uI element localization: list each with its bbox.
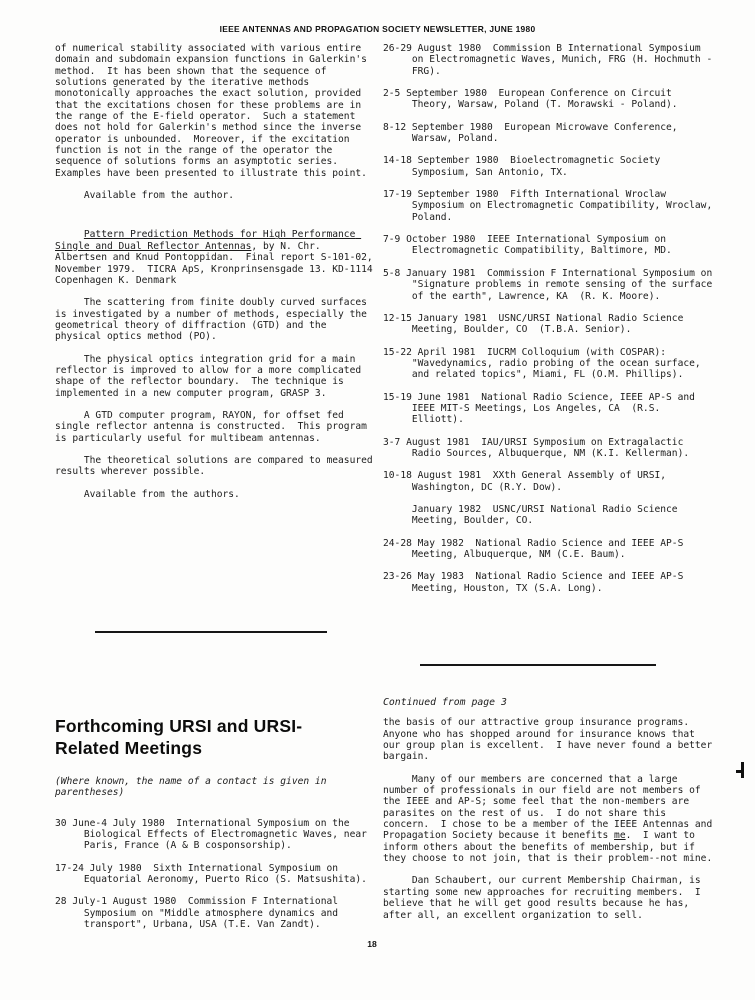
- page-header: IEEE ANTENNAS AND PROPAGATION SOCIETY NEWSLETTER, JUNE 1980: [219, 24, 536, 34]
- meeting-item: 28 July-1 August 1980 Commission F International Symposium on "Middle atmosphere dynamics and transport", Urbana, USA (T.E. Van Zandt).: [55, 896, 344, 931]
- article-paragraph: of numerical stability associated with various entire domain and subdomain expansion functions in Galerkin's method. It has been shown that the sequence of solutions generated by the iterative methods monotonically approaches the exact solution, provided that the excitations chosen for these problems are in the range of the E-field operator. Such a statement does not hold for Galerkin's method since the inverse operator is unbounded. Moreover, if the excitation function is not in the range of the operator the sequence of solutions forms an asymptotic series. Examples have been presented to illustrate this point.: [55, 43, 373, 179]
- paragraph-text: . I want to inform others about the benefits of membership, but if they choose to not join, that is their problem--not mine.: [383, 830, 713, 865]
- section-divider: [95, 631, 327, 633]
- availability-note: Available from the author.: [83, 190, 235, 202]
- article-paragraph: the basis of our attractive group insurance programs. Anyone who has shopped around for insurance knows that our group plan is excellent. I have never found a better bargain.: [383, 717, 719, 763]
- meeting-item: 23-26 May 1983 National Radio Science and IEEE AP-S Meeting, Houston, TX (S.A. Long).: [383, 571, 690, 594]
- meeting-item: 12-15 January 1981 USNC/URSI National Radio Science Meeting, Boulder, CO (T.B.A. Senior).: [383, 312, 690, 336]
- meeting-item: 10-18 August 1981 XXth General Assembly of URSI, Washington, DC (R.Y. Dow).: [383, 470, 672, 493]
- article-paragraph: The scattering from finite doubly curved surfaces is investigated by a number of methods, especially the geometrical theory of diffraction (GTD) and the physical optics method (PO).: [55, 297, 373, 343]
- forthcoming-section: [55, 716, 377, 930]
- section-heading: Forthcoming URSI and URSI-Related Meetings: [55, 716, 303, 758]
- report-citation: [55, 229, 377, 286]
- report-title: Pattern Prediction Methods for High Performance Single and Dual Reflector Antennas: [55, 229, 362, 252]
- meeting-item: 3-7 August 1981 IAU/URSI Symposium on Extragalactic Radio Sources, Albuquerque, NM (K.I. Kellerman).: [383, 436, 690, 459]
- meeting-item: 14-18 September 1980 Bioelectromagnetic Society Symposium, San Antonio, TX.: [383, 155, 667, 178]
- emphasized-word: me: [614, 830, 626, 842]
- meeting-item: 17-19 September 1980 Fifth International Wroclaw Symposium on Electromagnetic Compatibility, Wroclaw, Poland.: [383, 189, 719, 223]
- right-column: [383, 43, 719, 594]
- meeting-item: 15-19 June 1981 National Radio Science, IEEE AP-S and IEEE MIT-S Meetings, Los Angeles, CA (R.S. Elliott).: [383, 391, 701, 426]
- article-paragraph: The theoretical solutions are compared to measured results wherever possible.: [55, 454, 379, 478]
- availability-note: Available from the authors.: [83, 488, 240, 500]
- continued-from-label: Continued from page 3: [383, 697, 507, 708]
- article-paragraph: [383, 773, 719, 865]
- report-authors: , by N. Chr. Albertsen and Knud Pontoppidan. Final report S-101-02, November 1979. TICRA ApS, Kronprinsensgade 13. KD-1114 Copenhagen K. Denmark: [55, 240, 379, 286]
- meeting-item: 5-8 January 1981 Commission F International Symposium on "Signature problems in remote sensing of the surface of the earth", Lawrence, KA (R. K. Moore).: [383, 267, 719, 302]
- section-divider: [420, 664, 656, 666]
- article-paragraph: Dan Schaubert, our current Membership Chairman, is starting some new approaches for recruiting members. I believe that he will get good results because he has, after all, an excellent organization to sell.: [383, 875, 707, 921]
- continued-article: [383, 697, 719, 921]
- meeting-item: January 1982 USNC/URSI National Radio Science Meeting, Boulder, CO.: [411, 503, 684, 527]
- meeting-item: 30 June-4 July 1980 International Symposium on the Biological Effects of Electromagnetic Waves, near Paris, France (A & B cosponsorship).: [55, 817, 373, 852]
- meeting-item: 26-29 August 1980 Commission B International Symposium on Electromagnetic Waves, Munich, FRG (H. Hochmuth - FRG).: [383, 43, 719, 77]
- meeting-item: 24-28 May 1982 National Radio Science and IEEE AP-S Meeting, Albuquerque, NM (C.E. Baum).: [383, 537, 690, 560]
- article-paragraph: A GTD computer program, RAYON, for offset fed single reflector antenna is constructed. This program is particularly useful for multibeam antennas.: [55, 409, 373, 444]
- meeting-item: 7-9 October 1980 IEEE International Symposium on Electromagnetic Compatibility, Baltimore, MD.: [383, 234, 672, 257]
- scan-artifact-mark: [741, 762, 744, 778]
- contact-note: (Where known, the name of a contact is given in parentheses): [55, 776, 333, 799]
- meeting-item: 15-22 April 1981 IUCRM Colloquium (with COSPAR): "Wavedynamics, radio probing of the ocean surface, and related topics", Miami, FL (O.M. Phillips).: [383, 346, 707, 381]
- meeting-item: 2-5 September 1980 European Conference on Circuit Theory, Warsaw, Poland (T. Morawski - Poland).: [383, 88, 678, 111]
- meeting-item: 8-12 September 1980 European Microwave Conference, Warsaw, Poland.: [383, 121, 684, 145]
- page-number: 18: [367, 939, 377, 949]
- article-paragraph: The physical optics integration grid for a main reflector is improved to allow for a more complicated shape of the reflector boundary. The technique is implemented in a new computer program, GRASP 3.: [55, 353, 367, 399]
- meeting-item: 17-24 July 1980 Sixth International Symposium on Equatorial Aeronomy, Puerto Rico (S. Matsushita).: [55, 862, 367, 886]
- paragraph-text: Many of our members are concerned that a large number of professionals in our field are not members of the IEEE and AP-S; some feel that the non-members are parasites on the rest of us. I do not share this concern. I chose to be a member of the IEEE Antennas and Propagation Society because it benefits: [383, 773, 719, 842]
- left-column: [55, 43, 377, 500]
